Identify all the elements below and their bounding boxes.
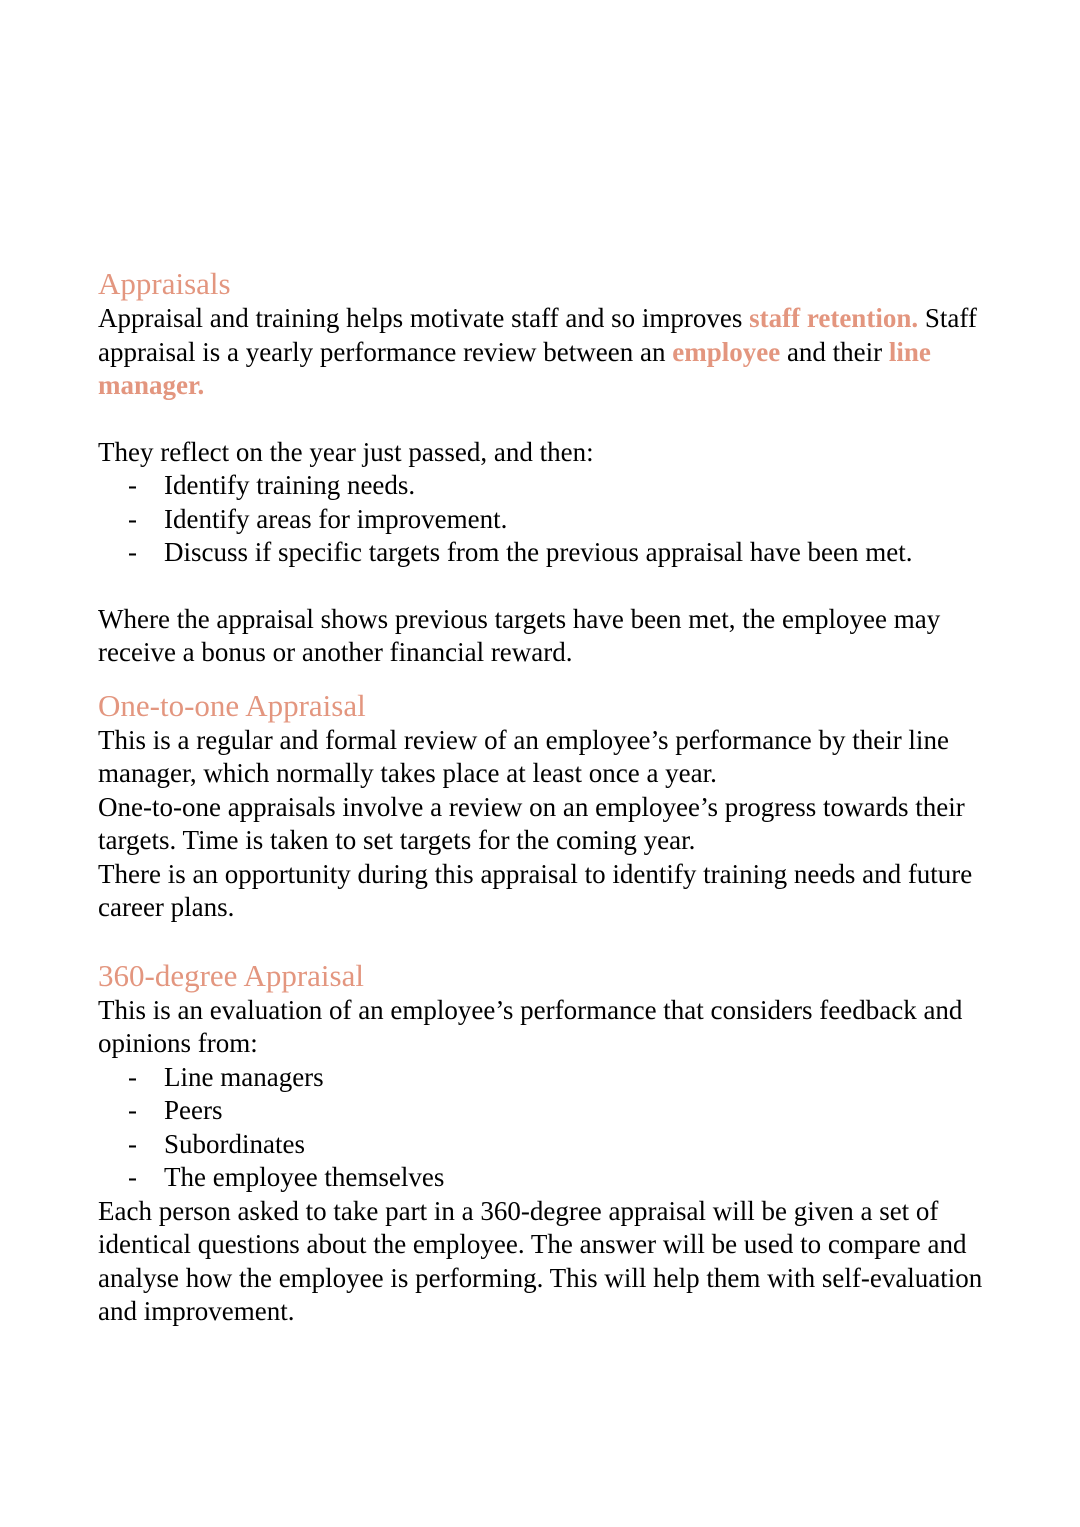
- intro-text-2: Staff appraisal is a yearly performance review between an: [98, 303, 977, 367]
- one-to-one-line-3: There is an opportunity during this appraisal to identify training needs and future career plans.: [98, 858, 973, 922]
- dash-bullet: -: [128, 470, 137, 500]
- section-heading-appraisals: Appraisals: [98, 266, 231, 301]
- list-item-text: Discuss if specific targets from the previous appraisal have been met.: [164, 537, 913, 567]
- list-item-text: Subordinates: [164, 1128, 305, 1159]
- intro-text-3: and their: [780, 336, 889, 367]
- one-to-one-line-1: This is a regular and formal review of an employee’s performance by their line manager, which normally takes place at least once a year.: [98, 724, 949, 788]
- list-item-text: Peers: [164, 1095, 223, 1125]
- list-item: [98, 1061, 998, 1095]
- list-item: [98, 1128, 998, 1162]
- one-to-one-line-2: One-to-one appraisals involve a review on an employee’s progress towards their targets. Time is taken to set targets for the coming year.: [98, 791, 965, 855]
- list-item-text: Identify training needs.: [164, 470, 416, 500]
- dash-bullet: -: [128, 1162, 137, 1192]
- highlight-staff-retention: staff retention.: [749, 303, 919, 333]
- dash-bullet: -: [128, 1061, 137, 1092]
- section-heading-one-to-one: One-to-one Appraisal: [98, 687, 366, 723]
- section-heading-360-degree: 360-degree Appraisal: [98, 957, 364, 993]
- list-item: [98, 469, 998, 503]
- reward-paragraph: Where the appraisal shows previous targets have been met, the employee may receive a bonus or another financial reward.: [98, 603, 941, 667]
- dash-bullet: -: [128, 537, 137, 567]
- feedback-sources-list: [98, 1061, 998, 1195]
- dash-bullet: -: [128, 1095, 137, 1125]
- dash-bullet: -: [128, 503, 137, 534]
- dash-bullet: -: [128, 1128, 137, 1159]
- degree360-closing: Each person asked to take part in a 360-degree appraisal will be given a set of identical questions about the employee. The answer will be used to compare and analyse how the employee is performing. This will help them with self-evaluation and improvement.: [98, 1195, 983, 1326]
- document-page: [98, 266, 998, 1329]
- list-item-text: Identify areas for improvement.: [164, 503, 508, 534]
- list-item-text: Line managers: [164, 1061, 324, 1092]
- list-item: [98, 503, 998, 537]
- intro-text-1: Appraisal and training helps motivate staff and so improves: [98, 303, 750, 333]
- list-item: [98, 536, 998, 570]
- list-item: [98, 1161, 998, 1195]
- list-item: [98, 1094, 998, 1128]
- appraisal-steps-list: [98, 469, 998, 570]
- degree360-intro: This is an evaluation of an employee’s performance that considers feedback and opinions from:: [98, 994, 963, 1058]
- highlight-line-manager: line manager.: [98, 336, 931, 400]
- appraisals-intro: [98, 302, 998, 403]
- highlight-employee: employee: [672, 336, 781, 367]
- list-item-text: The employee themselves: [164, 1162, 445, 1192]
- reflect-lead: They reflect on the year just passed, and then:: [98, 436, 594, 467]
